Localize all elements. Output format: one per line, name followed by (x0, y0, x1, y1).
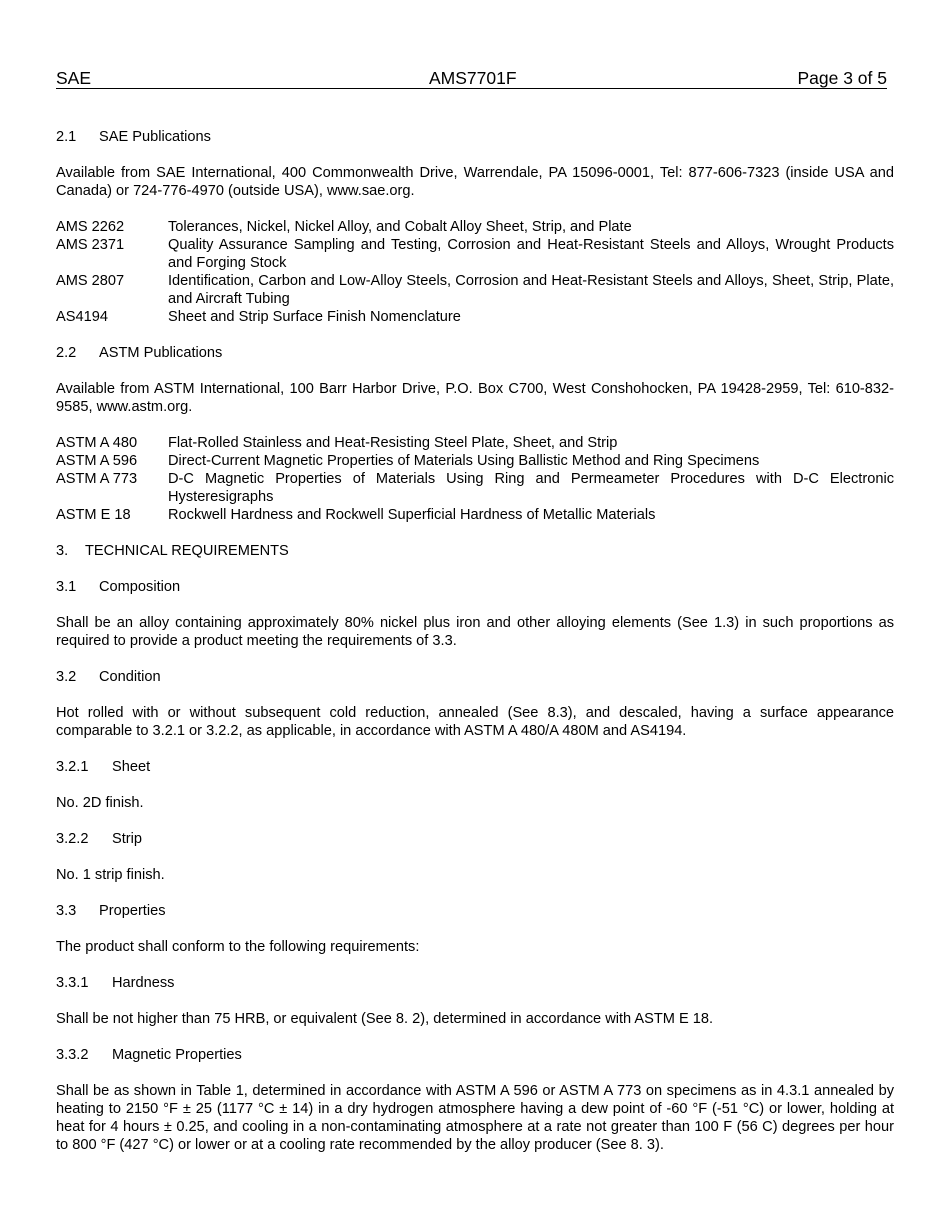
section-2-2-intro: Available from ASTM International, 100 Barr Harbor Drive, P.O. Box C700, West Conshohocken, PA 19428-2959, Tel: 610-832-9585, www.astm.org. (56, 381, 894, 415)
section-3-2-2-text: No. 1 strip finish. (56, 867, 165, 883)
header-doc-id: AMS7701F (429, 68, 517, 88)
section-3-2-1-text: No. 2D finish. (56, 795, 144, 811)
reference-item: AMS 2807 Identification, Carbon and Low-Alloy Steels, Corrosion and Heat-Resistant Steels and Alloys, Sheet, Strip, Plate, and Aircraft Tubing (56, 273, 894, 307)
sae-reference-list (56, 218, 894, 326)
section-heading-2-2: 2.2 ASTM Publications (56, 345, 223, 361)
header-page-number: Page 3 of 5 (797, 68, 887, 88)
reference-item: AMS 2371 Quality Assurance Sampling and Testing, Corrosion and Heat-Resistant Steels and Alloys, Wrought Products and Forging Stock (56, 237, 894, 271)
section-heading-3-3-1: 3.3.1 Hardness (56, 975, 175, 991)
reference-item: ASTM E 18 Rockwell Hardness and Rockwell Superficial Hardness of Metallic Materials (56, 507, 656, 523)
section-3-3-2-text: Shall be as shown in Table 1, determined in accordance with ASTM A 596 or ASTM A 773 on specimens as in 4.3.1 annealed by heating to 2150 °F ± 25 (1177 °C ± 14) in a dry hydrogen atmosphere having a dew point of -60 °F (-51 °C) or lower, holding at heat for 4 hours ± 0.25, and cooling in a non-contaminating atmosphere at a rate not greater than 100 F (56 C) degrees per hour to 800 °F (427 °C) or lower or at a cooling rate recommended by the alloy producer (See 8. 3). (56, 1083, 894, 1153)
section-heading-3-3: 3.3 Properties (56, 903, 166, 919)
section-heading-3-1: 3.1 Composition (56, 579, 181, 595)
astm-reference-list (56, 434, 894, 524)
section-3-3-1-text: Shall be not higher than 75 HRB, or equivalent (See 8. 2), determined in accordance with ASTM E 18. (56, 1011, 714, 1027)
section-heading-3-2-2: 3.2.2 Strip (56, 831, 143, 847)
section-3-2-text: Hot rolled with or without subsequent cold reduction, annealed (See 8.3), and descaled, having a surface appearance comparable to 3.2.1 or 3.2.2, as applicable, in accordance with ASTM A 480/A 480M and AS4194. (56, 705, 894, 739)
section-heading-3: 3. TECHNICAL REQUIREMENTS (56, 543, 289, 559)
page-header (56, 68, 887, 89)
reference-item: AMS 2262 Tolerances, Nickel, Nickel Alloy, and Cobalt Alloy Sheet, Strip, and Plate (56, 219, 632, 235)
section-3-1-text: Shall be an alloy containing approximately 80% nickel plus iron and other alloying elements (See 1.3) in such proportions as required to provide a product meeting the requirements of 3.3. (56, 615, 894, 649)
reference-item: AS4194 Sheet and Strip Surface Finish Nomenclature (56, 309, 461, 325)
section-heading-3-3-2: 3.3.2 Magnetic Properties (56, 1047, 242, 1063)
section-heading-3-2-1: 3.2.1 Sheet (56, 759, 151, 775)
reference-item: ASTM A 596 Direct-Current Magnetic Properties of Materials Using Ballistic Method and Ring Specimens (56, 453, 760, 469)
section-2-1-intro: Available from SAE International, 400 Commonwealth Drive, Warrendale, PA 15096-0001, Tel: 877-606-7323 (inside USA and Canada) or 724-776-4970 (outside USA), www.sae.org. (56, 165, 894, 199)
section-heading-3-2: 3.2 Condition (56, 669, 161, 685)
reference-item: ASTM A 773 D-C Magnetic Properties of Materials Using Ring and Permeameter Procedures with D-C Electronic Hysteresigraphs (56, 471, 894, 505)
header-org: SAE (56, 68, 92, 88)
document-body (56, 128, 894, 1154)
section-3-3-text: The product shall conform to the following requirements: (56, 939, 420, 955)
reference-item: ASTM A 480 Flat-Rolled Stainless and Heat-Resisting Steel Plate, Sheet, and Strip (56, 435, 618, 451)
section-heading-2-1: 2.1 SAE Publications (56, 129, 211, 145)
